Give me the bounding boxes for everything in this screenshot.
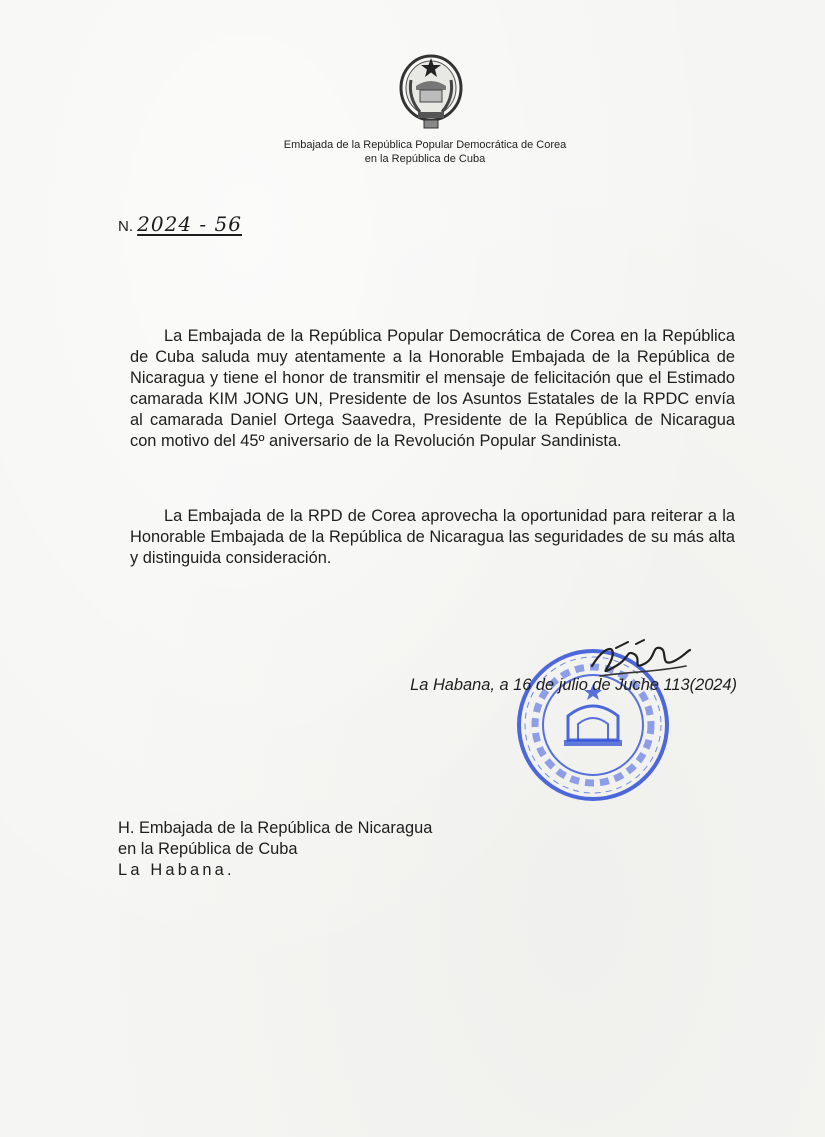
letterhead-line-2: en la República de Cuba (364, 153, 486, 165)
body-paragraph-2: La Embajada de la RPD de Corea aprovecha la oportunidad para reiterar a la Honorable Embajada de la República de Nicaragua las seguridades de su más alta y distinguida consideración. (130, 507, 735, 567)
place-and-date: La Habana, a 16 de julio de Juche 113(2024) (410, 676, 737, 694)
addressee-line-1: H. Embajada de la República de Nicaragua (118, 819, 433, 837)
reference-handwritten-number: 2024 - 56 (137, 212, 242, 236)
reference-prefix: N. (118, 218, 133, 235)
addressee-block (118, 818, 432, 881)
embassy-letterhead (180, 138, 670, 166)
reference-number (118, 212, 242, 236)
letterhead-line-1: Embajada de la República Popular Democrática de Corea (283, 139, 567, 151)
handwritten-signature-icon (586, 636, 696, 684)
addressee-line-3: La Habana. (118, 861, 235, 879)
dprk-emblem-icon (396, 50, 466, 132)
body-paragraph-1: La Embajada de la República Popular Democrática de Corea en la República de Cuba saluda muy atentamente a la Honorable Embajada de la República de Nicaragua y tiene el honor de transmitir el mensaje de felicitación que el Estimado camarada KIM JONG UN, Presidente de los Asuntos Estatales de la RPDC envía al camarada Daniel Ortega Saavedra, Presidente de la República de Nicaragua con motivo del 45º aniversario de la Revolución Popular Sandinista. (130, 327, 735, 450)
addressee-line-2: en la República de Cuba (118, 840, 298, 858)
